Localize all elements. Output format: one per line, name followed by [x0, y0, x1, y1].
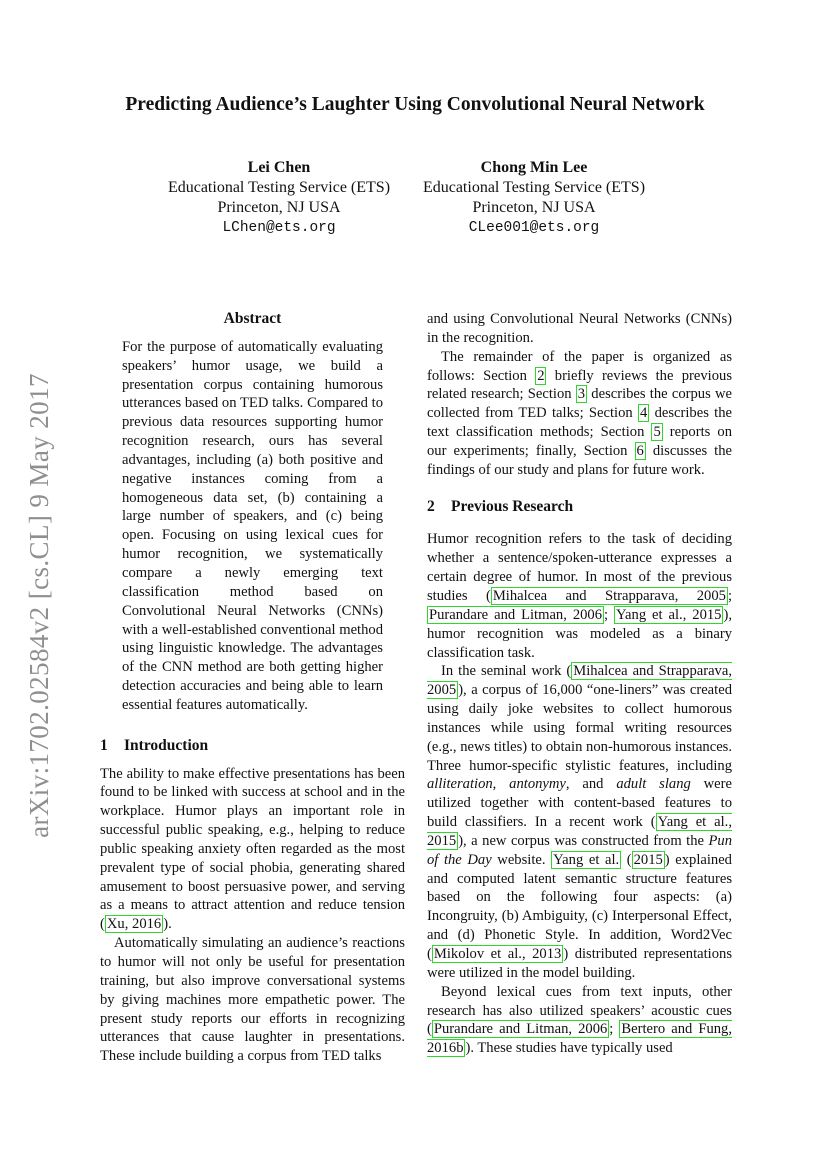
- citation-link-purandare-2006[interactable]: Purandare and Litman, 2006: [429, 606, 602, 623]
- author-affiliation: Educational Testing Service (ETS): [167, 179, 391, 196]
- citation-link-yang-2015[interactable]: Yang et al., 2015: [615, 606, 722, 623]
- citation-link-mihalcea-2005[interactable]: Mihalcea and Strapparava, 2005: [427, 663, 732, 699]
- left-column: [100, 310, 405, 1066]
- paper-title: Predicting Audience’s Laughter Using Convolutional Neural Network: [125, 94, 705, 115]
- author-email: CLee001@ets.org: [468, 220, 600, 236]
- arxiv-id-text: arXiv:1702.02584v2 [cs.CL] 9 May 2017: [23, 372, 54, 838]
- section-ref-3[interactable]: 3: [577, 386, 586, 403]
- author-name: Chong Min Lee: [480, 159, 588, 176]
- author-location: Princeton, NJ USA: [472, 199, 596, 216]
- citation-link-mihalcea-2005[interactable]: Mihalcea and Strapparava, 2005: [492, 587, 726, 604]
- section-number: 2: [427, 497, 435, 515]
- intro-paragraph-1: The ability to make effective presentations has been found to be linked with success at school and in the workplace. Humor plays an important role in successful public speaking, e.g., helping to reduce public speaking anxiety often regarded as the most prevalent type of social phobia, generating shared amusement to boost persuasive power, and serving as a means to attract attention and reduce tension ( Xu, 2016 ).: [100, 765, 405, 933]
- citation-link-xu-2016[interactable]: Xu, 2016: [106, 916, 162, 933]
- citation-link-mikolov-2013[interactable]: Mikolov et al., 2013: [433, 946, 562, 962]
- section-ref-5[interactable]: 5: [653, 424, 661, 441]
- section-heading-introduction: [100, 737, 405, 756]
- author-name: Lei Chen: [247, 159, 311, 176]
- intro-paragraph-3: The remainder of the paper is organized as follows: Section 2 briefly reviews the previous related research; Section 3 describes the corpus we collected from TED talks; Section 4 describes the text classification methods; Section 5 reports on our experiments; finally, Section 6 discusses the findings of our study and plans for future work.: [427, 348, 732, 478]
- prev-paragraph-3: Beyond lexical cues from text inputs, other research has also utilized speakers’ acoustic cues ( Purandare and Litman, 2006 ; Bertero and Fung, 2016b ). These studies have typically used: [427, 983, 733, 1057]
- prev-paragraph-1: Humor recognition refers to the task of deciding whether a sentence/spoken-utterance expresses a certain degree of humor. In most of the previous studies ( Mihalcea and Strapparava, 2005 ; Purandare and Litman, 2006 ; Yang et al., 2015 ), humor recognition was modeled as a binary classification task.: [427, 531, 732, 661]
- citation-link-yang-year[interactable]: 2015: [633, 851, 663, 868]
- author-location: Princeton, NJ USA: [217, 199, 341, 216]
- intro-paragraph-2-continued: and using Convolutional Neural Networks (CNNs) in the recognition.: [427, 311, 732, 346]
- section-heading-previous-research: [427, 498, 732, 517]
- arxiv-side-identifier: [4, 362, 74, 848]
- intro-paragraph-2: Automatically simulating an audience’s reactions to humor will not only be useful for presentation training, but also improve conversational systems by giving machines more empathetic power. The present study reports our efforts in recognizing utterances that cause laughter in presentations. These include building a corpus from TED talks: [100, 935, 405, 1065]
- section-ref-2[interactable]: 2: [537, 367, 545, 384]
- citation-link-bertero-2016b[interactable]: Bertero and Fung, 2016b: [427, 1021, 733, 1057]
- prev-paragraph-2: In the seminal work ( Mihalcea and Strapparava, 2005 ), a corpus of 16,000 “one-liners” was created using daily joke websites to collect humorous instances while using formal writing resources (e.g., news titles) to obtain non-humorous instances. Three humor-specific stylistic features, including alliteration, antonymy, and adult slang were utilized together with content-based features to build classifiers. In a recent work ( Yang et al., 2015 ), a new corpus was constructed from the Pun of the Day website. Yang et al. ( 2015 ) explained and computed latent semantic structure features based on the following four aspects: (a) Incongruity, (b) Ambiguity, (c) Interpersonal Effect, and (d) Phonetic Style. In addition, Word2Vec ( Mikolov et al., 2013 ) distributed representations were utilized in the model building.: [427, 663, 732, 981]
- right-column: [427, 310, 732, 1058]
- section-title: Introduction: [124, 736, 209, 754]
- citation-link-yang-name[interactable]: Yang et al.: [553, 851, 620, 868]
- section-number: 1: [100, 736, 108, 754]
- author-block-2: [384, 158, 684, 238]
- citation-link-yang-2015[interactable]: Yang et al., 2015: [427, 814, 732, 849]
- section-title: Previous Research: [451, 497, 574, 515]
- abstract-heading: Abstract: [223, 310, 282, 327]
- citation-link-purandare-2006[interactable]: Purandare and Litman, 2006: [433, 1021, 608, 1038]
- author-email: LChen@ets.org: [222, 220, 336, 236]
- section-ref-6[interactable]: 6: [636, 442, 644, 459]
- author-affiliation: Educational Testing Service (ETS): [422, 179, 646, 196]
- abstract-text: For the purpose of automatically evaluating speakers’ humor usage, we build a presentation corpus containing humorous utterances based on TED talks. Compared to previous data resources supporting humor recognition research, ours has several advantages, including (a) both positive and negative instances coming from a homogeneous data set, (b) containing a large number of speakers, and (c) being open. Focusing on using lexical cues for humor recognition, we systematically compare a newly emerging text classification method based on Convolutional Neural Networks (CNNs) with a well-established conventional method using linguistic knowledge. The advantages of the CNN method are both getting higher detection accuracies and being able to learn essential features automatically.: [122, 338, 383, 713]
- section-ref-4[interactable]: 4: [639, 405, 648, 422]
